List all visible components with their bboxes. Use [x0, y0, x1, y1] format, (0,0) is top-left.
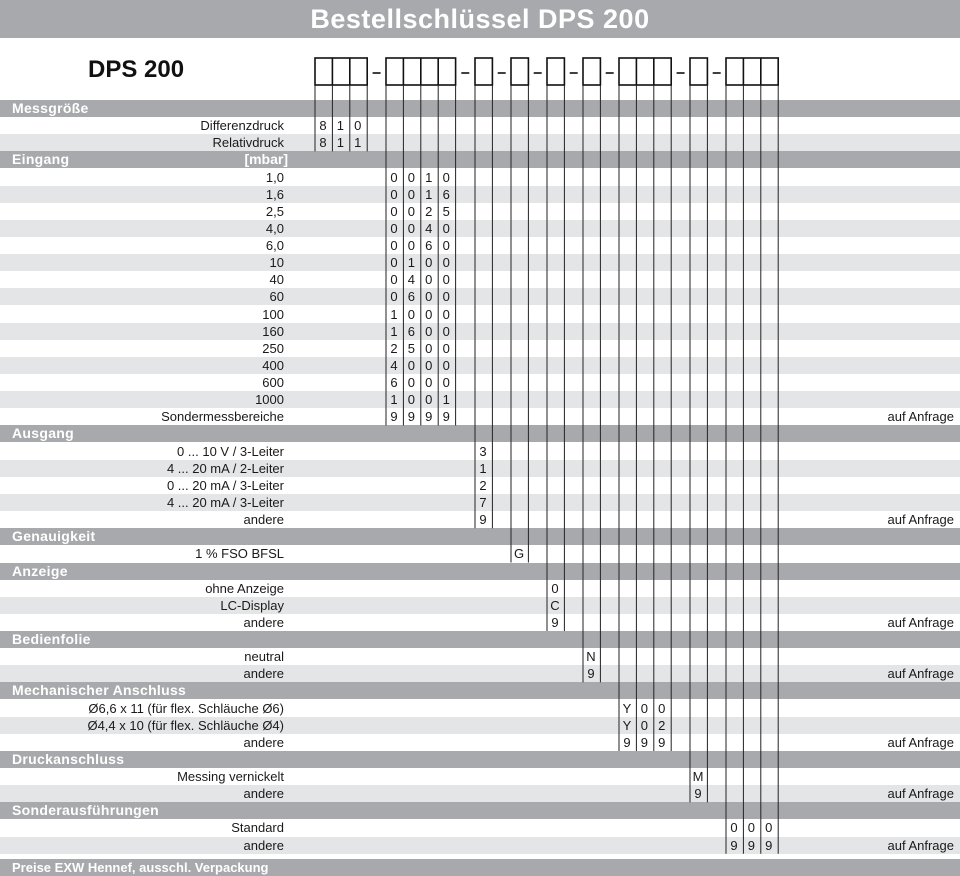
- code-char: Y: [622, 700, 632, 716]
- option-label: 4,0: [265, 220, 284, 236]
- table-row: [0, 477, 960, 494]
- code-char: 0: [425, 289, 433, 305]
- code-char: 5: [407, 340, 415, 356]
- code-char: 0: [442, 169, 450, 185]
- section-header: [0, 751, 960, 768]
- code-char: 1: [390, 392, 398, 408]
- option-label: andere: [243, 614, 284, 630]
- option-label: Differenzdruck: [200, 118, 284, 134]
- table-row: [0, 288, 960, 305]
- code-char: 4: [407, 272, 415, 288]
- code-char: 5: [442, 203, 450, 219]
- code-char: 1: [442, 392, 450, 408]
- code-char: 6: [442, 186, 450, 202]
- code-char: 1: [425, 169, 433, 185]
- code-char: 2: [425, 203, 433, 219]
- code-char: 9: [479, 512, 487, 528]
- code-char: 0: [425, 392, 433, 408]
- code-char: 0: [390, 272, 398, 288]
- section-title: Eingang: [12, 151, 70, 168]
- code-char: 1: [336, 118, 344, 134]
- code-char: 9: [640, 734, 648, 750]
- option-note: auf Anfrage: [887, 666, 954, 682]
- option-label: 40: [269, 272, 284, 288]
- code-char: 2: [479, 477, 487, 493]
- option-note: auf Anfrage: [887, 512, 954, 528]
- option-label: 160: [262, 323, 284, 339]
- code-char: 0: [407, 392, 415, 408]
- option-label: 100: [262, 306, 284, 322]
- code-char: 6: [425, 238, 433, 254]
- option-note: auf Anfrage: [887, 837, 954, 853]
- code-char: 0: [390, 255, 398, 271]
- option-label: 4 ... 20 mA / 2-Leiter: [166, 460, 284, 476]
- option-label: andere: [243, 786, 284, 802]
- table-row: [0, 460, 960, 477]
- option-label: 400: [262, 357, 284, 373]
- code-char: 0: [407, 238, 415, 254]
- code-char: 9: [730, 837, 738, 853]
- code-char: 9: [551, 614, 559, 630]
- option-label: andere: [243, 666, 284, 682]
- code-char: 0: [354, 118, 362, 134]
- code-char: 2: [390, 340, 398, 356]
- code-char: 0: [390, 220, 398, 236]
- code-char: 1: [390, 306, 398, 322]
- code-char: 0: [390, 186, 398, 202]
- code-char: 0: [407, 203, 415, 219]
- code-char: 0: [730, 820, 738, 836]
- code-char: M: [692, 769, 704, 785]
- table-row: [0, 271, 960, 288]
- code-char: 0: [442, 306, 450, 322]
- code-char: 8: [319, 118, 327, 134]
- code-char: 1: [407, 255, 415, 271]
- code-char: 9: [587, 666, 595, 682]
- code-char: 0: [407, 375, 415, 391]
- code-char: 0: [425, 357, 433, 373]
- option-label: 0 ... 10 V / 3-Leiter: [177, 443, 284, 459]
- code-char: 1: [354, 135, 362, 151]
- table-row: [0, 717, 960, 734]
- table-row: [0, 597, 960, 614]
- table-row: [0, 648, 960, 665]
- code-char: 7: [479, 494, 487, 510]
- footer-bar: [0, 859, 960, 876]
- code-char: C: [550, 597, 560, 613]
- option-label: 2,5: [265, 203, 284, 219]
- code-char: 1: [425, 186, 433, 202]
- code-char: 9: [765, 837, 773, 853]
- code-char: 0: [407, 169, 415, 185]
- table-row: [0, 237, 960, 254]
- option-label: LC-Display: [220, 597, 284, 613]
- code-char: 0: [640, 700, 648, 716]
- table-row: [0, 580, 960, 597]
- section-unit: [mbar]: [244, 151, 288, 168]
- option-label: 60: [269, 289, 284, 305]
- option-label: 1,6: [265, 186, 284, 202]
- table-row: [0, 614, 960, 631]
- code-char: 9: [747, 837, 755, 853]
- code-char: 0: [442, 272, 450, 288]
- section-title: Anzeige: [12, 562, 68, 579]
- option-label: andere: [243, 512, 284, 528]
- table-row: [0, 340, 960, 357]
- table-row: [0, 357, 960, 374]
- table-row: [0, 443, 960, 460]
- option-label: andere: [243, 837, 284, 853]
- code-char: 0: [442, 357, 450, 373]
- table-row: [0, 785, 960, 802]
- page-title: Bestellschlüssel DPS 200: [0, 0, 960, 38]
- table-row: [0, 134, 960, 151]
- option-note: auf Anfrage: [887, 409, 954, 425]
- section-title: Sonderausführungen: [12, 802, 159, 819]
- section-header: [0, 802, 960, 819]
- code-char: 0: [407, 220, 415, 236]
- code-char: 8: [319, 135, 327, 151]
- section-title: Bedienfolie: [12, 631, 91, 648]
- code-char: 0: [658, 700, 666, 716]
- section-title: Messgröße: [12, 100, 89, 116]
- code-char: 6: [407, 289, 415, 305]
- code-char: 9: [658, 734, 666, 750]
- code-char: 2: [658, 717, 666, 733]
- code-char: 0: [442, 255, 450, 271]
- option-note: auf Anfrage: [887, 786, 954, 802]
- code-char: 0: [425, 255, 433, 271]
- option-note: auf Anfrage: [887, 734, 954, 750]
- code-char: 0: [442, 340, 450, 356]
- table-row: [0, 306, 960, 323]
- table-row: [0, 117, 960, 134]
- product-name: DPS 200: [88, 56, 185, 83]
- section-header: [0, 682, 960, 699]
- table-row: [0, 254, 960, 271]
- table-row: [0, 837, 960, 854]
- code-char: N: [586, 649, 596, 665]
- code-char: 6: [407, 323, 415, 339]
- code-char: 0: [407, 306, 415, 322]
- table-row: [0, 545, 960, 562]
- section-header: [0, 100, 960, 117]
- option-label: andere: [243, 734, 284, 750]
- option-label: 600: [262, 375, 284, 391]
- code-char: 0: [442, 289, 450, 305]
- section-header: [0, 563, 960, 580]
- code-char: 0: [551, 580, 559, 596]
- table-row: [0, 186, 960, 203]
- option-label: Sondermessbereiche: [161, 409, 284, 425]
- code-char: 0: [390, 169, 398, 185]
- code-char: 9: [694, 786, 702, 802]
- table-row: [0, 665, 960, 682]
- code-char: 0: [390, 203, 398, 219]
- code-char: 0: [425, 340, 433, 356]
- section-title: Ausgang: [12, 425, 74, 442]
- code-char: 0: [747, 820, 755, 836]
- code-char: 0: [442, 220, 450, 236]
- option-label: 250: [262, 340, 284, 356]
- section-title: Genauigkeit: [12, 528, 96, 545]
- table-row: [0, 374, 960, 391]
- section-header: [0, 151, 960, 168]
- code-char: 9: [442, 409, 450, 425]
- option-label: 1000: [255, 392, 284, 408]
- code-char: 0: [390, 289, 398, 305]
- code-char: 9: [407, 409, 415, 425]
- code-char: 9: [390, 409, 398, 425]
- option-label: Ø6,6 x 11 (für flex. Schläuche Ø6): [88, 700, 284, 716]
- option-label: 0 ... 20 mA / 3-Leiter: [166, 477, 284, 493]
- code-char: 1: [390, 323, 398, 339]
- code-char: 4: [390, 357, 398, 373]
- table-row: [0, 391, 960, 408]
- code-char: Y: [622, 717, 632, 733]
- option-label: 1 % FSO BFSL: [195, 546, 284, 562]
- table-row: [0, 323, 960, 340]
- option-label: 10: [269, 255, 284, 271]
- code-char: 9: [623, 734, 631, 750]
- option-label: Ø4,4 x 10 (für flex. Schläuche Ø4): [87, 717, 284, 733]
- option-label: 1,0: [265, 169, 284, 185]
- option-note: auf Anfrage: [887, 614, 954, 630]
- section-title: Druckanschluss: [12, 750, 125, 767]
- code-char: 1: [336, 135, 344, 151]
- table-row: [0, 408, 960, 425]
- code-char: 0: [425, 306, 433, 322]
- code-char: 0: [390, 238, 398, 254]
- option-label: Relativdruck: [212, 135, 284, 151]
- code-char: 0: [425, 323, 433, 339]
- option-label: Standard: [231, 820, 284, 836]
- code-char: 0: [765, 820, 773, 836]
- table-row: [0, 768, 960, 785]
- table-row: [0, 734, 960, 751]
- code-char: 0: [442, 238, 450, 254]
- code-char: 0: [407, 357, 415, 373]
- table-row: [0, 819, 960, 836]
- table-row: [0, 494, 960, 511]
- code-char: G: [513, 546, 525, 562]
- section-header: [0, 528, 960, 545]
- option-label: ohne Anzeige: [205, 580, 284, 596]
- option-label: 6,0: [265, 238, 284, 254]
- code-char: 0: [442, 323, 450, 339]
- table-row: [0, 169, 960, 186]
- code-char: 9: [425, 409, 433, 425]
- table-row: [0, 220, 960, 237]
- section-title: Mechanischer Anschluss: [12, 682, 187, 699]
- code-char: 0: [640, 717, 648, 733]
- code-char: 0: [442, 375, 450, 391]
- code-char: 6: [390, 375, 398, 391]
- option-label: 4 ... 20 mA / 3-Leiter: [166, 494, 284, 510]
- section-header: [0, 631, 960, 648]
- option-label: neutral: [244, 649, 284, 665]
- section-header: [0, 425, 960, 442]
- table-row: [0, 700, 960, 717]
- code-char: 0: [425, 272, 433, 288]
- option-label: Messing vernickelt: [177, 769, 284, 785]
- code-char: 3: [479, 443, 487, 459]
- footer-text: Preise EXW Hennef, ausschl. Verpackung: [12, 860, 269, 875]
- code-char: 1: [479, 460, 487, 476]
- table-row: [0, 203, 960, 220]
- code-char: 0: [425, 375, 433, 391]
- table-row: [0, 511, 960, 528]
- code-char: 4: [425, 220, 433, 236]
- code-char: 0: [407, 186, 415, 202]
